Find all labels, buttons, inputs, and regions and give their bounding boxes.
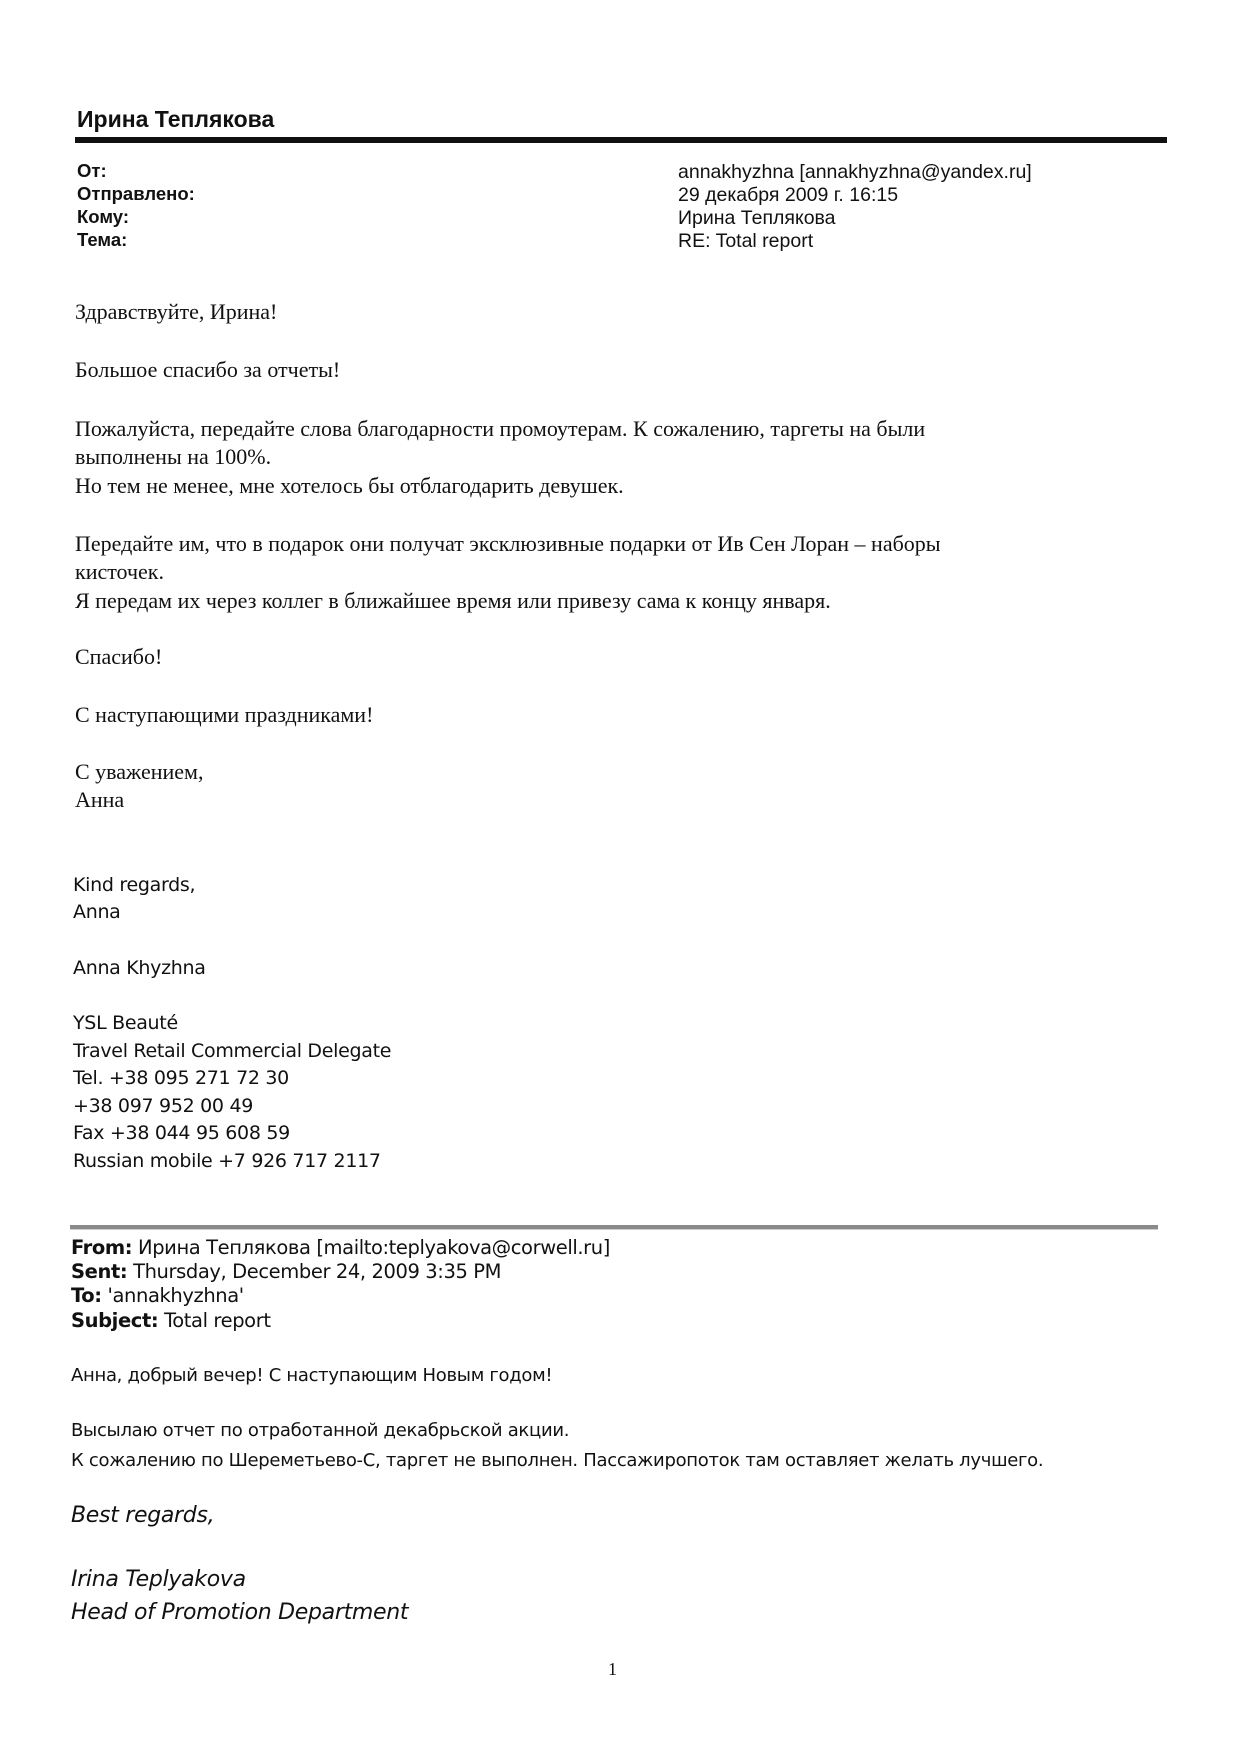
body-holidays: С наступающими праздниками! <box>75 702 374 727</box>
signature-mobile: Russian mobile +7 926 717 2117 <box>73 1150 381 1172</box>
to-value: Ирина Теплякова <box>678 207 836 229</box>
forwarded-subject <box>71 1309 271 1332</box>
body-paragraph-line: выполнены на 100%. <box>75 444 272 469</box>
signature-tel2: +38 097 952 00 49 <box>73 1095 254 1117</box>
body-paragraph-line: Но тем не менее, мне хотелось бы отблагодарить девушек. <box>75 473 624 498</box>
forwarded-from-label: From: <box>71 1236 133 1259</box>
subject-value: RE: Total report <box>678 230 814 252</box>
signature-full-name: Anna Khyzhna <box>73 957 206 979</box>
header-divider <box>75 137 1167 143</box>
signature-position: Travel Retail Commercial Delegate <box>73 1040 392 1062</box>
forwarded-sender-position: Head of Promotion Department <box>71 1600 409 1625</box>
forwarded-sender-name: Irina Teplyakova <box>71 1567 246 1592</box>
document-owner-name: Ирина Теплякова <box>77 106 275 132</box>
signature-company: YSL Beauté <box>73 1012 178 1034</box>
forwarded-best-regards: Best regards, <box>71 1503 215 1528</box>
body-paragraph-line: кисточек. <box>75 559 164 584</box>
sent-value: 29 декабря 2009 г. 16:15 <box>678 184 899 206</box>
forwarded-to <box>71 1284 244 1307</box>
body-paragraph-line: Я передам их через коллег в ближайшее время или привезу сама к концу января. <box>75 588 831 613</box>
body-paragraph-line: Передайте им, что в подарок они получат эксклюзивные подарки от Ив Сен Лоран – наборы <box>75 531 941 556</box>
forwarded-body-line: К сожалению по Шереметьево-С, таргет не выполнен. Пассажиропоток там оставляет желать лучшего. <box>71 1450 1044 1471</box>
body-regards: С уважением, <box>75 759 204 784</box>
body-spasibo: Спасибо! <box>75 644 163 669</box>
body-paragraph-line: Пожалуйста, передайте слова благодарности промоутерам. К сожалению, таргеты на были <box>75 416 926 441</box>
forwarded-to-value: 'annakhyzhna' <box>101 1284 244 1307</box>
forwarded-sent <box>71 1260 501 1283</box>
forwarded-to-label: To: <box>71 1284 102 1307</box>
signature-fax: Fax +38 044 95 608 59 <box>73 1122 290 1144</box>
signature-first-name: Anna <box>73 901 121 923</box>
page-number: 1 <box>608 1659 617 1679</box>
body-name: Анна <box>75 787 125 812</box>
forwarded-sent-value: Thursday, December 24, 2009 3:35 PM <box>127 1260 502 1283</box>
signature-tel: Tel. +38 095 271 72 30 <box>73 1067 289 1089</box>
forwarded-body-line: Анна, добрый вечер! С наступающим Новым годом! <box>71 1365 553 1386</box>
to-label: Кому: <box>77 206 129 227</box>
forwarded-sent-label: Sent: <box>71 1260 128 1283</box>
forwarded-body-line: Высылаю отчет по отработанной декабрьской акции. <box>71 1420 570 1441</box>
forwarded-from <box>71 1236 610 1259</box>
forwarded-subject-value: Total report <box>158 1309 271 1332</box>
subject-label: Тема: <box>77 229 128 250</box>
signature-kind-regards: Kind regards, <box>73 874 196 896</box>
sent-label: Отправлено: <box>77 183 195 204</box>
body-thanks: Большое спасибо за отчеты! <box>75 357 341 382</box>
forward-divider-shadow <box>70 1229 1158 1230</box>
from-value: annakhyzhna [annakhyzhna@yandex.ru] <box>678 161 1032 183</box>
from-label: От: <box>77 160 107 181</box>
forwarded-subject-label: Subject: <box>71 1309 159 1332</box>
forwarded-from-value: Ирина Теплякова [mailto:teplyakova@corwell.ru] <box>132 1236 610 1259</box>
body-greeting: Здравствуйте, Ирина! <box>75 299 278 324</box>
